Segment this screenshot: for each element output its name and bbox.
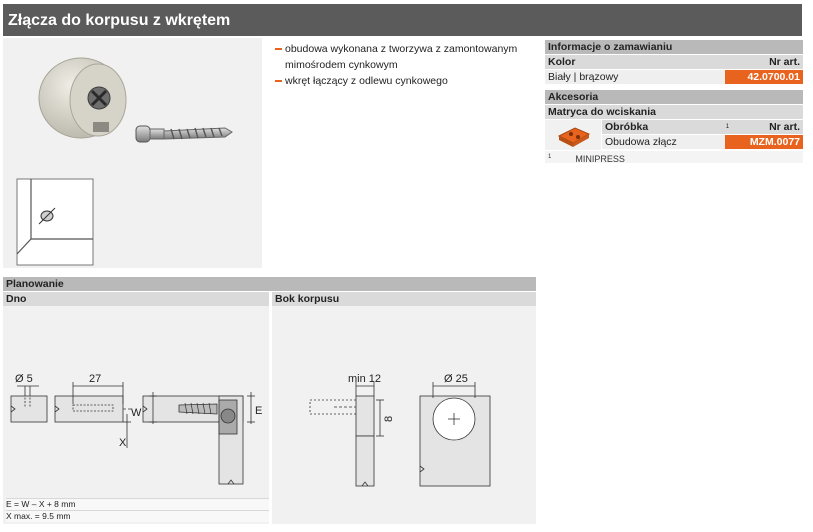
orange-dash-icon [275, 48, 282, 50]
order-info-header: Informacje o zamawianiu [545, 40, 803, 54]
footnote: $^1$ MINIPRESS [545, 151, 803, 163]
row-processing: Obudowa złącz [605, 136, 677, 148]
column-article: Nr art. [769, 121, 800, 133]
dim-diameter: Ø 25 [444, 373, 468, 385]
side-panel [272, 292, 536, 524]
accessory-row [602, 135, 803, 149]
accessory-item [545, 120, 803, 150]
feature-list [275, 41, 537, 89]
dim-e: E [255, 405, 263, 417]
dim-depth: 8 [383, 415, 395, 422]
column-processing: Obróbka [605, 121, 649, 133]
dim-w: W [131, 407, 142, 419]
column-color: Kolor [548, 56, 576, 68]
accessory-columns [602, 120, 803, 134]
bottom-panel-title: Dno [3, 292, 269, 306]
bottom-panel [3, 292, 269, 524]
order-row [545, 70, 803, 84]
feature-item: obudowa wykonana z tworzywa z zamontowanym mimośrodem cynkowym [275, 41, 537, 73]
dim-min: min 12 [348, 373, 382, 385]
column-article: Nr art. [769, 56, 800, 68]
feature-item: wkręt łączący z odlewu cynkowego [275, 73, 537, 89]
dim-diameter: Ø 5 [15, 373, 33, 385]
note-line: X max. = 9.5 mm [6, 510, 269, 522]
orange-dash-icon [275, 80, 282, 82]
order-info-panel [545, 40, 803, 163]
accessory-article-link[interactable]: MZM.0077 [725, 135, 803, 149]
dim-x: X [119, 437, 127, 449]
accessories-header: Akcesoria [545, 90, 803, 104]
bottom-drawing [3, 306, 269, 496]
formula-notes [6, 498, 269, 522]
planning-section [3, 277, 536, 524]
note-line: E = W – X + 8 mm [6, 498, 269, 510]
page-title: Złącza do korpusu z wkrętem [3, 4, 802, 36]
article-number-link[interactable]: 42.0700.01 [725, 70, 803, 84]
row-color: Biały | brązowy [548, 71, 619, 83]
press-matrix-thumbnail [545, 120, 601, 150]
dim-length: 27 [89, 373, 102, 385]
side-panel-title: Bok korpusu [272, 292, 536, 306]
side-drawing [272, 306, 536, 496]
planning-header: Planowanie [3, 277, 536, 291]
order-info-columns [545, 55, 803, 69]
accessories-subheader: Matryca do wciskania [545, 105, 803, 119]
product-photo [3, 38, 262, 268]
footnote-ref: 1 [725, 124, 730, 130]
